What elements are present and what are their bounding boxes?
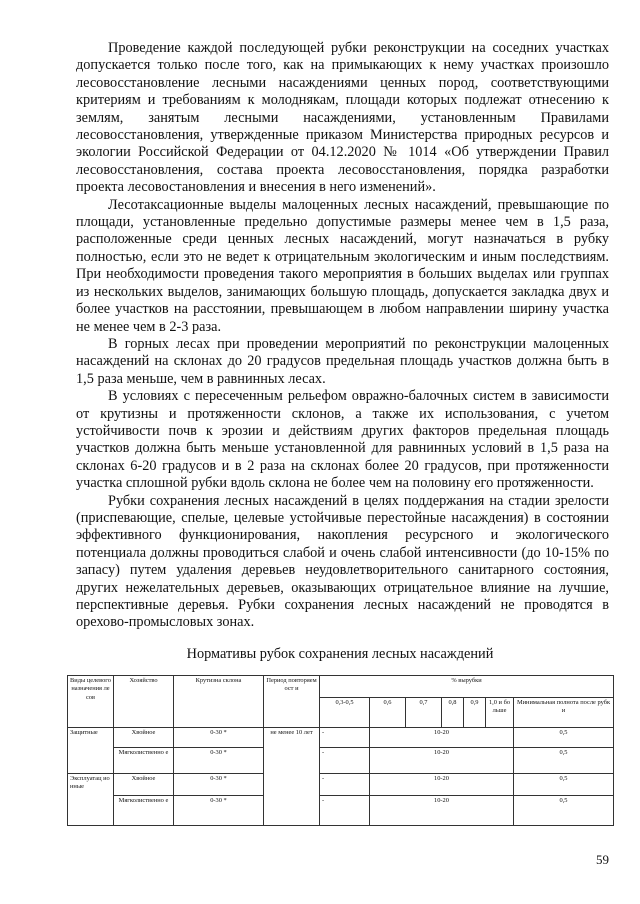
cell-slope: 0-30 * xyxy=(174,728,264,748)
cell-kind: Защитные xyxy=(68,728,114,774)
cell-min-density: 0,5 xyxy=(514,774,614,796)
paragraph: В условиях с пересеченным рельефом овражно-балочных систем в зависимости от крутизны и протяженности склонов, а также их использования, с учетом устойчивости почв к эрозии и действиям других факторов предельная площадь участков должна быть меньше установленной для равнинных условий в 1,5 раза на склонах 6-20 градусов и в 2 раза на склонах более 20 градусов, при протяженности участка сплошной рубки вдоль склона не более чем на половину его протяженности. xyxy=(76,388,609,492)
cell-min-density: 0,5 xyxy=(514,796,614,826)
header-density: 0,6 xyxy=(370,698,406,728)
body-text xyxy=(76,40,609,632)
cell-min-density: 0,5 xyxy=(514,728,614,748)
cell-density-low: - xyxy=(320,796,370,826)
page-number: 59 xyxy=(596,852,609,867)
table-row xyxy=(68,796,614,826)
cell-cut-range: 10-20 xyxy=(370,796,514,826)
table-row xyxy=(68,774,614,796)
header-density: 0,9 xyxy=(464,698,486,728)
paragraph: Рубки сохранения лесных насаждений в целях поддержания на стадии зрелости (приспевающие, спелые, целевые устойчивые перестойные насаждения) в состоянии эффективного функционирования, накопления ресурсного и экологического потенциала должны проводиться слабой и очень слабой интенсивности (до 10-15% по запасу) путем удаления деревьев неудовлетворительного санитарного состояния, других нежелательных деревьев, оказывающих отрицательное влияние на лучшие, перспективные деревья. Рубки сохранения лесных насаждений не проводятся в орехово-промысловых зонах. xyxy=(76,492,609,631)
header-density: 1,0 и больше xyxy=(486,698,514,728)
header-period: Период повторяемост и xyxy=(264,676,320,728)
cell-farm: Хвойное xyxy=(114,728,174,748)
cell-slope: 0-30 * xyxy=(174,748,264,774)
cell-density-low: - xyxy=(320,774,370,796)
table-row xyxy=(68,728,614,748)
table-row xyxy=(68,748,614,774)
header-kind: Виды целевого назначения лесов xyxy=(68,676,114,728)
cell-cut-range: 10-20 xyxy=(370,748,514,774)
header-slope: Крутизна склона xyxy=(174,676,264,728)
header-min-density: Минимальная полнота после рубки xyxy=(514,698,614,728)
table-caption: Нормативы рубок сохранения лесных насаждений xyxy=(186,646,494,662)
cell-cut-range: 10-20 xyxy=(370,774,514,796)
cell-farm: Мягколиственно е xyxy=(114,748,174,774)
header-density: 0,3-0,5 xyxy=(320,698,370,728)
cell-density-low: - xyxy=(320,728,370,748)
cell-period: не менее 10 лет xyxy=(264,728,320,826)
header-farm: Хозяйство xyxy=(114,676,174,728)
norms-table xyxy=(67,675,614,826)
cell-cut-range: 10-20 xyxy=(370,728,514,748)
cell-slope: 0-30 * xyxy=(174,774,264,796)
paragraph: В горных лесах при проведении мероприятий по реконструкции малоценных насаждений на склонах до 20 градусов предельная площадь участков должна быть в 1,5 раза меньше, чем в равнинных лесах. xyxy=(76,335,609,387)
header-density: 0,7 xyxy=(406,698,442,728)
cell-kind: Эксплуатац ионные xyxy=(68,774,114,826)
cell-farm: Мягколиственно е xyxy=(114,796,174,826)
paragraph: Проведение каждой последующей рубки реконструкции на соседних участках допускается только после того, как на примыкающих к нему участках произошло лесовосстановление лесными насаждениями ценных пород, соответствующими критериям и требованиям к молоднякам, площади которых подлежат отнесению к землям, занятым лесными насаждениями, установленным Правилами лесовосстановления, утвержденные приказом Министерства природных ресурсов и экологии Российской Федерации от 04.12.2020 № 1014 «Об утверждении Правил лесовосстановления, состава проекта лесовосстановления, порядка разработки проекта лесовостановления и внесения в него изменений». xyxy=(76,40,609,196)
header-density: 0,8 xyxy=(442,698,464,728)
cell-farm: Хвойное xyxy=(114,774,174,796)
header-percent: % вырубки xyxy=(320,676,614,698)
cell-density-low: - xyxy=(320,748,370,774)
cell-slope: 0-30 * xyxy=(174,796,264,826)
paragraph: Лесотаксационные выделы малоценных лесных насаждений, превышающие по площади, установленные предельно допустимые размеры менее чем в 1,5 раза, расположенные среди ценных лесных насаждений, могут назначаться в рубку полностью, если это не ведет к отрицательным экологическим и иным последствиям. При необходимости проведения такого мероприятия в больших выделах или группах из нескольких выделов, занимающих большую площадь, допускается закладка двух и более участков на расстоянии, превышающем в любом направлении ширину участка не менее чем в 2-3 раза. xyxy=(76,196,609,335)
cell-min-density: 0,5 xyxy=(514,748,614,774)
